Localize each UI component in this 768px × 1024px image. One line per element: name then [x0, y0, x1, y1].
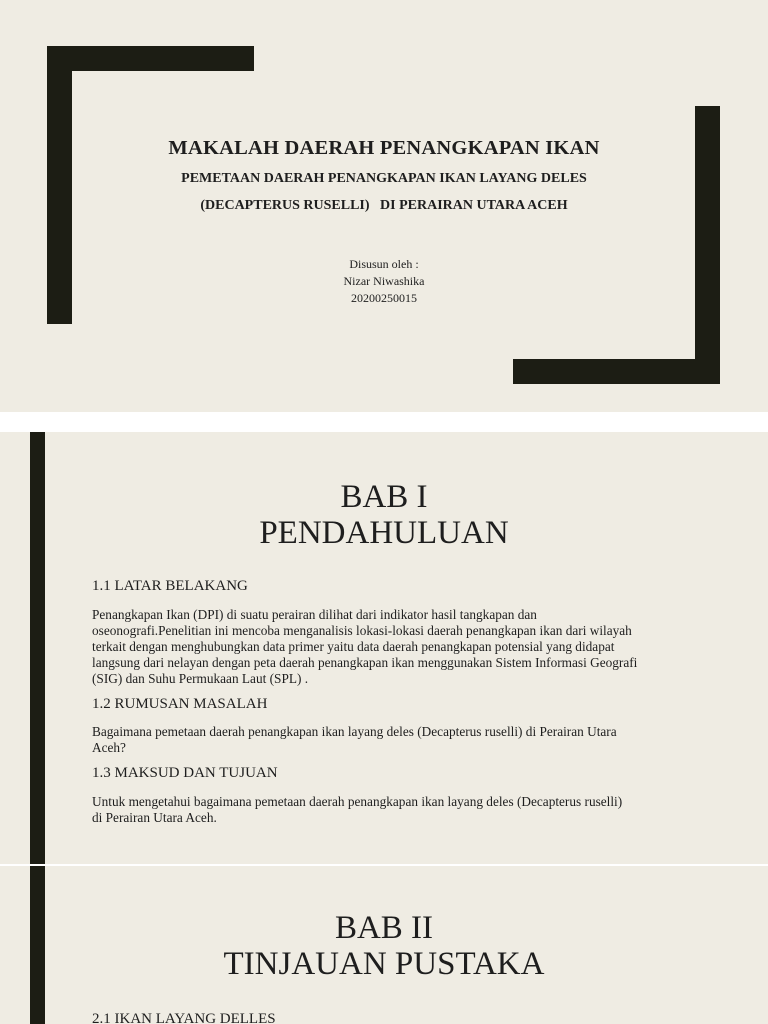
chapter-2-title: [0, 910, 768, 982]
section-heading-latar-belakang: 1.1 LATAR BELAKANG: [92, 578, 248, 594]
author-label: Disusun oleh :: [349, 257, 419, 271]
author-name: Nizar Niwashika: [343, 274, 425, 288]
section-heading-rumusan-masalah: 1.2 RUMUSAN MASALAH: [92, 696, 268, 712]
section-text-rumusan-masalah: Bagaimana pemetaan daerah penangkapan ikan layang deles (Decapterus ruselli) di Perairan Utara Aceh?: [92, 724, 617, 755]
chapter-1-name: PENDAHULUAN: [259, 515, 509, 551]
author-block: [0, 256, 768, 307]
section-text-latar-belakang: Penangkapan Ikan (DPI) di suatu perairan dilihat dari indikator hasil tangkapan dan oseonografi.Penelitian ini mencoba menganalisis lokasi-lokasi daerah penangkapan ikan dari wilayah terkait dengan menghubungkan data primer yaitu data daerah penangkapan potensial yang didapat langsung dari nelayan dengan peta daerah penangkapan ikan menggunakan Sistem Informasi Geografi (SIG) dan Suhu Permukaan Laut (SPL) .: [92, 607, 638, 686]
cover-slide: [0, 0, 768, 412]
chapter-1-slide: [0, 432, 768, 864]
cover-subtitle-line2: (DECAPTERUS RUSELLI) DI PERAIRAN UTARA ACEH: [200, 198, 568, 213]
section-heading-ikan-layang-delles: 2.1 IKAN LAYANG DELLES: [92, 1011, 276, 1024]
frame-corner-top-left-horizontal: [47, 46, 254, 71]
chapter-2-name: TINJAUAN PUSTAKA: [223, 946, 545, 982]
chapter-2-slide: [0, 866, 768, 1024]
cover-subtitle-line1: PEMETAAN DAERAH PENANGKAPAN IKAN LAYANG DELES: [181, 171, 587, 186]
chapter-1-number: BAB I: [340, 479, 428, 515]
frame-corner-bottom-right-horizontal: [513, 359, 720, 384]
chapter-2-number: BAB II: [334, 910, 434, 946]
slide-gap: [0, 412, 768, 432]
cover-title: MAKALAH DAERAH PENANGKAPAN IKAN: [168, 137, 600, 159]
section-text-maksud-tujuan: Untuk mengetahui bagaimana pemetaan daerah penangkapan ikan layang deles (Decapterus ruselli) di Perairan Utara Aceh.: [92, 794, 623, 825]
author-id: 20200250015: [351, 291, 417, 305]
chapter-1-title: [0, 479, 768, 551]
section-heading-maksud-tujuan: 1.3 MAKSUD DAN TUJUAN: [92, 765, 278, 781]
